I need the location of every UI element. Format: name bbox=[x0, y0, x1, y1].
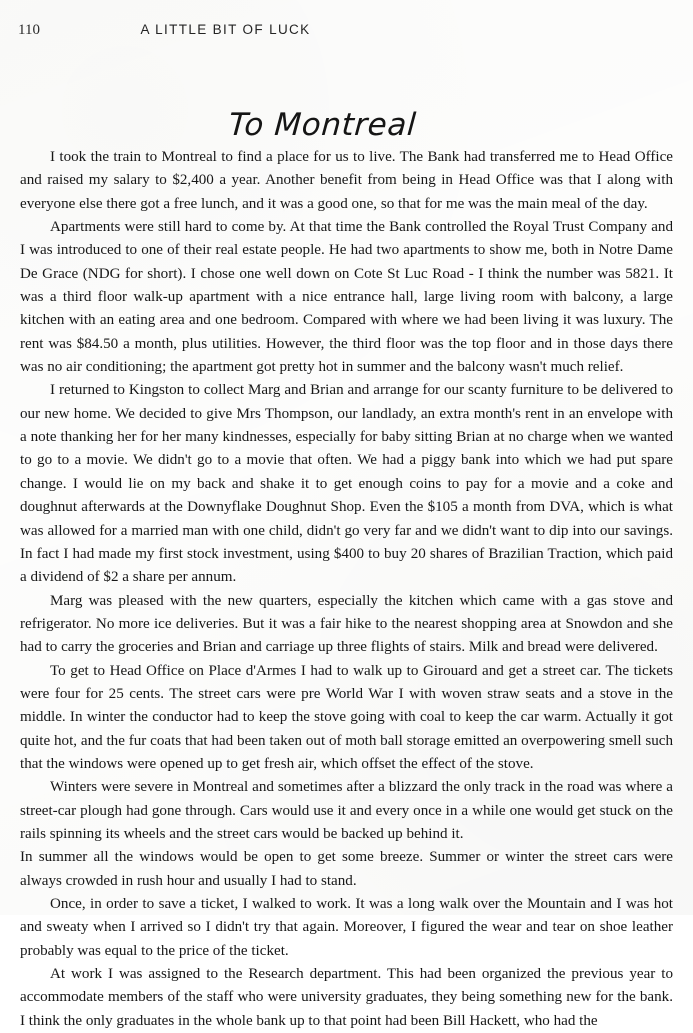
body-paragraph: Winters were severe in Montreal and sometimes after a blizzard the only track in the road was where a street-car plough had gone through. Cars would use it and every once in a while one would get stuck on the rails spinning its wheels and the street cars would be backed up behind it. bbox=[20, 779, 673, 842]
body-paragraph: To get to Head Office on Place d'Armes I had to walk up to Girouard and get a street car. The tickets were four for 25 cents. The street cars were pre World War I with woven straw seats and a stove in the middle. In winter the conductor had to keep the stove going with coal to keep the car warm. Actually it got quite hot, and the fur coats that had been taken out of moth ball storage emitted an overpowering smell such that the windows were opened up to get fresh air, which offset the effect of the stove. bbox=[20, 662, 673, 772]
body-paragraph: Once, in order to save a ticket, I walked to work. It was a long walk over the Mountain and I was hot and sweaty when I arrived so I didn't try that again. Moreover, I figured the wear and tear on shoe leather probably was equal to the price of the ticket. bbox=[20, 896, 673, 959]
body-paragraph: At work I was assigned to the Research department. This had been organized the previous year to accommodate members of the staff who were university graduates, they being something new for the bank. I think the only graduates in the whole bank up to that point had been Bill Hackett, who had the bbox=[20, 966, 673, 1029]
body-paragraph: Marg was pleased with the new quarters, especially the kitchen which came with a gas stove and refrigerator. No more ice deliveries. But it was a fair hike to the nearest shopping area at Snowdon and she had to carry the groceries and Brian and carriage up three flights of stairs. Milk and bread were delivered. bbox=[20, 592, 673, 656]
page-number: 110 bbox=[18, 22, 40, 38]
body-text-column bbox=[20, 146, 673, 1033]
body-paragraph: I took the train to Montreal to find a place for us to live. The Bank had transferred me to Head Office and raised my salary to $2,400 a year. Another benefit from being in Head Office was that I along with everyone else there got a free lunch, and it was a good one, so that for me was the main meal of the day. bbox=[20, 149, 673, 212]
body-paragraph: In summer all the windows would be open to get some breeze. Summer or winter the street cars were always crowded in rush hour and usually I had to stand. bbox=[20, 849, 673, 889]
body-paragraph: I returned to Kingston to collect Marg and Brian and arrange for our scanty furniture to be delivered to our new home. We decided to give Mrs Thompson, our landlady, an extra month's rent in an envelope with a note thanking her for her many kindnesses, especially for baby sitting Brian at no charge when we wanted to go to a movie. We didn't go to a movie that often. We had a piggy bank into which we had put spare change. I would lie on my back and shake it to get enough coins to pay for a movie and a coke and doughnut afterwards at the Downyflake Doughnut Shop. Even the $105 a month from DVA, which is what was allowed for a married man with one child, didn't go very far and we didn't want to dip into our savings. In fact I had made my first stock investment, using $400 to buy 20 shares of Brazilian Traction, which paid a dividend of $2 a share per annum. bbox=[20, 382, 673, 586]
body-paragraph: Apartments were still hard to come by. At that time the Bank controlled the Royal Trust Company and I was introduced to one of their real estate people. He had two apartments to show me, both in Notre Dame De Grace (NDG for short). I chose one well down on Cote St Luc Road - I think the number was 5821. It was a third floor walk-up apartment with a nice entrance hall, large living room with balcony, a large kitchen with an eating area and one bedroom. Compared with where we had been living it was luxury. The rent was $84.50 a month, plus utilities. However, the third floor was the top floor and in those days there was no air conditioning; the apartment got pretty hot in summer and the balcony wasn't much relief. bbox=[20, 219, 673, 376]
book-title-header: A LITTLE BIT OF LUCK bbox=[140, 22, 311, 37]
chapter-title: To Montreal bbox=[227, 106, 418, 143]
running-head bbox=[18, 20, 673, 42]
